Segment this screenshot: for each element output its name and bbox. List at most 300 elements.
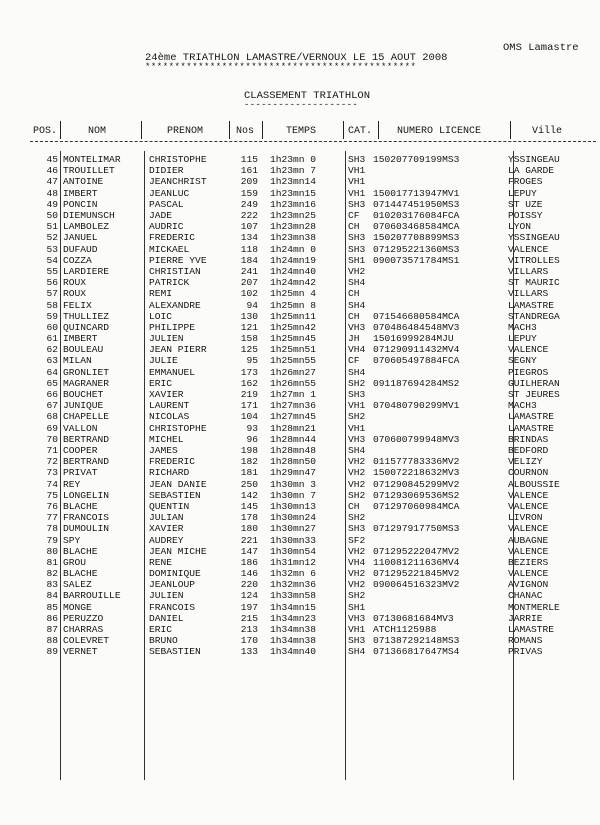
cell-nom: BARROUILLE bbox=[63, 590, 121, 602]
column-separator bbox=[229, 121, 230, 139]
organisation-name: OMS Lamastre bbox=[503, 42, 579, 54]
cell-ville: LA GARDE bbox=[508, 165, 555, 177]
cell-prenom: SEBASTIEN bbox=[149, 646, 201, 658]
cell-prenom: JEAN MICHE bbox=[149, 545, 207, 557]
cell-temps: 1h23mn 0 bbox=[270, 154, 317, 165]
table-row bbox=[0, 502, 600, 512]
cell-nos: 197 bbox=[240, 601, 258, 613]
cell-ville: LAMASTRE bbox=[508, 624, 555, 635]
cell-licence: 071290911432MV4 bbox=[373, 344, 460, 356]
cell-pos: 70 bbox=[46, 433, 58, 445]
cell-prenom: JEANCHRIST bbox=[149, 176, 207, 188]
cell-licence: 091187694284MS2 bbox=[373, 377, 460, 389]
cell-nos: 142 bbox=[240, 489, 258, 501]
cell-pos: 67 bbox=[46, 400, 58, 412]
cell-cat: SH3 bbox=[348, 389, 366, 400]
column-header-nos: Nos bbox=[236, 126, 255, 137]
table-row bbox=[0, 457, 600, 467]
cell-temps: 1h24mn 0 bbox=[270, 243, 317, 255]
table-row bbox=[0, 189, 600, 199]
cell-pos: 76 bbox=[46, 500, 58, 512]
cell-ville: BEDFORD bbox=[508, 444, 549, 456]
table-row bbox=[0, 558, 600, 568]
cell-nos: 207 bbox=[240, 277, 258, 289]
cell-temps: 1h25mn45 bbox=[270, 333, 317, 344]
cell-temps: 1h24mn42 bbox=[270, 277, 317, 289]
cell-prenom: JAMES bbox=[149, 444, 178, 456]
cell-prenom: FREDERIC bbox=[149, 232, 196, 244]
cell-nos: 250 bbox=[240, 478, 258, 490]
cell-nos: 249 bbox=[240, 198, 258, 210]
cell-prenom: JEAN PIERR bbox=[149, 344, 207, 356]
cell-nos: 124 bbox=[240, 590, 258, 602]
cell-licence: 071295221845MV2 bbox=[373, 568, 460, 579]
cell-cat: VH2 bbox=[348, 456, 366, 468]
cell-prenom: AUDRIC bbox=[149, 221, 184, 233]
cell-ville: PIEGROS bbox=[508, 366, 549, 378]
cell-pos: 75 bbox=[46, 489, 58, 501]
cell-nos: 159 bbox=[240, 187, 258, 199]
cell-nos: 213 bbox=[240, 624, 258, 635]
cell-pos: 57 bbox=[46, 288, 58, 300]
cell-nos: 133 bbox=[240, 646, 258, 658]
cell-pos: 82 bbox=[46, 568, 58, 579]
table-row bbox=[0, 625, 600, 635]
cell-prenom: SEBASTIEN bbox=[149, 489, 201, 501]
cell-prenom: XAVIER bbox=[149, 523, 184, 535]
cell-nom: SPY bbox=[63, 534, 81, 546]
cell-temps: 1h30mn27 bbox=[270, 523, 317, 535]
cell-nom: DUMOULIN bbox=[63, 523, 110, 535]
cell-cat: CH bbox=[348, 310, 360, 322]
cell-nom: MONTELIMAR bbox=[63, 154, 121, 165]
cell-nom: BOULEAU bbox=[63, 344, 104, 356]
cell-temps: 1h26mn55 bbox=[270, 377, 317, 389]
cell-nos: 241 bbox=[240, 265, 258, 277]
cell-nom: REY bbox=[63, 478, 81, 490]
cell-temps: 1h23mn14 bbox=[270, 176, 317, 188]
cell-temps: 1h25mn11 bbox=[270, 310, 317, 322]
cell-nom: CHAPELLE bbox=[63, 411, 110, 423]
column-header-cat: CAT. bbox=[348, 126, 373, 137]
cell-nom: FRANCOIS bbox=[63, 512, 110, 524]
cell-pos: 47 bbox=[46, 176, 58, 188]
cell-cat: SH3 bbox=[348, 232, 366, 244]
cell-nom: DIEMUNSCH bbox=[63, 209, 115, 221]
cell-pos: 51 bbox=[46, 221, 58, 233]
table-row bbox=[0, 513, 600, 523]
table-row bbox=[0, 222, 600, 232]
cell-nom: BLACHE bbox=[63, 545, 98, 557]
cell-nos: 158 bbox=[240, 333, 258, 344]
cell-cat: CF bbox=[348, 209, 360, 221]
cell-temps: 1h25mn42 bbox=[270, 321, 317, 333]
table-row bbox=[0, 591, 600, 601]
cell-ville: PRIVAS bbox=[508, 646, 543, 658]
cell-pos: 56 bbox=[46, 277, 58, 289]
cell-cat: VH1 bbox=[348, 422, 366, 434]
table-row bbox=[0, 245, 600, 255]
cell-temps: 1h25mn 8 bbox=[270, 299, 317, 311]
cell-nom: ROUX bbox=[63, 277, 87, 289]
cell-ville: JARRIE bbox=[508, 612, 543, 624]
cell-pos: 60 bbox=[46, 321, 58, 333]
cell-licence: 150072218632MV3 bbox=[373, 467, 460, 479]
cell-temps: 1h28mn48 bbox=[270, 444, 317, 456]
cell-ville: ST MAURIC bbox=[508, 277, 560, 289]
cell-ville: LYON bbox=[508, 221, 532, 233]
cell-nom: MILAN bbox=[63, 355, 92, 367]
cell-pos: 59 bbox=[46, 310, 58, 322]
cell-ville: MONTMERLE bbox=[508, 601, 560, 613]
cell-nos: 222 bbox=[240, 209, 258, 221]
column-separator bbox=[262, 121, 263, 139]
cell-temps: 1h23mn25 bbox=[270, 209, 317, 221]
table-row bbox=[0, 636, 600, 646]
cell-ville: MACH3 bbox=[508, 400, 537, 412]
cell-prenom: REMI bbox=[149, 288, 173, 300]
cell-nos: 171 bbox=[240, 400, 258, 412]
cell-temps: 1h27mn 1 bbox=[270, 389, 317, 400]
cell-licence: 070603468584MCA bbox=[373, 221, 460, 233]
cell-prenom: AUDREY bbox=[149, 534, 184, 546]
cell-ville: LIVRON bbox=[508, 512, 543, 524]
cell-licence: 070600799948MV3 bbox=[373, 433, 460, 445]
table-row bbox=[0, 536, 600, 546]
table-row bbox=[0, 446, 600, 456]
cell-ville: VALENCE bbox=[508, 545, 549, 557]
table-row bbox=[0, 289, 600, 299]
cell-ville: BEZIERS bbox=[508, 556, 549, 568]
cell-ville: FROGES bbox=[508, 176, 543, 188]
cell-pos: 78 bbox=[46, 523, 58, 535]
cell-pos: 52 bbox=[46, 232, 58, 244]
cell-cat: VH1 bbox=[348, 400, 366, 412]
cell-licence: 071447451950MS3 bbox=[373, 198, 460, 210]
cell-ville: VALENCE bbox=[508, 568, 549, 579]
column-header-ville: Ville bbox=[532, 126, 563, 137]
cell-temps: 1h34mn40 bbox=[270, 646, 317, 658]
cell-licence: 150207708899MS3 bbox=[373, 232, 460, 244]
table-row bbox=[0, 200, 600, 210]
cell-pos: 58 bbox=[46, 299, 58, 311]
cell-nos: 221 bbox=[240, 534, 258, 546]
cell-ville: BRINDAS bbox=[508, 433, 549, 445]
cell-prenom: CHRISTIAN bbox=[149, 265, 201, 277]
cell-nom: LAMBOLEZ bbox=[63, 221, 110, 233]
cell-nos: 173 bbox=[240, 366, 258, 378]
cell-cat: VH4 bbox=[348, 344, 366, 356]
table-row bbox=[0, 368, 600, 378]
table-row bbox=[0, 424, 600, 434]
cell-nos: 209 bbox=[240, 176, 258, 188]
column-separator bbox=[510, 121, 511, 139]
cell-temps: 1h32mn36 bbox=[270, 579, 317, 591]
cell-nos: 115 bbox=[240, 154, 258, 165]
cell-cat: VH1 bbox=[348, 165, 366, 177]
cell-nom: ANTOINE bbox=[63, 176, 104, 188]
cell-nom: BOUCHET bbox=[63, 389, 104, 400]
cell-ville: LEPUY bbox=[508, 187, 537, 199]
cell-temps: 1h30mn 3 bbox=[270, 478, 317, 490]
cell-ville: AVIGNON bbox=[508, 579, 549, 591]
cell-prenom: DOMINIQUE bbox=[149, 568, 201, 579]
cell-nom: QUINCARD bbox=[63, 321, 110, 333]
cell-licence: 010203176084FCA bbox=[373, 209, 460, 221]
cell-prenom: PHILIPPE bbox=[149, 321, 196, 333]
cell-nom: LONGELIN bbox=[63, 489, 110, 501]
cell-ville: ST JEURES bbox=[508, 389, 560, 400]
cell-nos: 93 bbox=[246, 422, 258, 434]
cell-ville: STANDREGA bbox=[508, 310, 560, 322]
cell-cat: SH2 bbox=[348, 489, 366, 501]
cell-nom: BERTRAND bbox=[63, 433, 110, 445]
cell-ville: YSSINGEAU bbox=[508, 154, 560, 165]
cell-prenom: BRUNO bbox=[149, 635, 178, 647]
cell-prenom: ALEXANDRE bbox=[149, 299, 201, 311]
column-header-nom: NOM bbox=[88, 126, 107, 137]
cell-nom: JUNIQUE bbox=[63, 400, 104, 412]
cell-temps: 1h23mn16 bbox=[270, 198, 317, 210]
cell-nos: 184 bbox=[240, 254, 258, 266]
table-row bbox=[0, 267, 600, 277]
cell-pos: 63 bbox=[46, 355, 58, 367]
cell-temps: 1h34mn15 bbox=[270, 601, 317, 613]
cell-nos: 147 bbox=[240, 545, 258, 557]
cell-ville: ROMANS bbox=[508, 635, 543, 647]
cell-ville: LEPUY bbox=[508, 333, 537, 344]
cell-cat: SH3 bbox=[348, 635, 366, 647]
cell-nos: 162 bbox=[240, 377, 258, 389]
cell-temps: 1h24mn19 bbox=[270, 254, 317, 266]
cell-nos: 161 bbox=[240, 165, 258, 177]
cell-temps: 1h23mn38 bbox=[270, 232, 317, 244]
cell-pos: 45 bbox=[46, 154, 58, 165]
cell-prenom: JULIEN bbox=[149, 590, 184, 602]
cell-nos: 215 bbox=[240, 612, 258, 624]
cell-temps: 1h25mn 4 bbox=[270, 288, 317, 300]
table-row bbox=[0, 614, 600, 624]
cell-nom: VERNET bbox=[63, 646, 98, 658]
cell-licence: 110081211636MV4 bbox=[373, 556, 460, 568]
cell-pos: 89 bbox=[46, 646, 58, 658]
cell-prenom: PATRICK bbox=[149, 277, 190, 289]
cell-temps: 1h32mn 6 bbox=[270, 568, 317, 579]
table-row bbox=[0, 166, 600, 176]
table-row bbox=[0, 177, 600, 187]
cell-temps: 1h30mn33 bbox=[270, 534, 317, 546]
cell-ville: SEGNY bbox=[508, 355, 537, 367]
cell-licence: 070480790299MV1 bbox=[373, 400, 460, 412]
cell-nom: PONCIN bbox=[63, 198, 98, 210]
cell-ville: LAMASTRE bbox=[508, 299, 555, 311]
cell-temps: 1h34mn38 bbox=[270, 635, 317, 647]
cell-nos: 102 bbox=[240, 288, 258, 300]
table-row bbox=[0, 547, 600, 557]
cell-prenom: RENE bbox=[149, 556, 173, 568]
cell-licence: 071366817647MS4 bbox=[373, 646, 460, 658]
cell-pos: 54 bbox=[46, 254, 58, 266]
cell-pos: 77 bbox=[46, 512, 58, 524]
cell-temps: 1h28mn21 bbox=[270, 422, 317, 434]
table-row bbox=[0, 379, 600, 389]
cell-temps: 1h25mn55 bbox=[270, 355, 317, 367]
cell-prenom: MICHEL bbox=[149, 433, 184, 445]
cell-cat: SH4 bbox=[348, 277, 366, 289]
cell-cat: SH3 bbox=[348, 523, 366, 535]
cell-nos: 146 bbox=[240, 568, 258, 579]
cell-nom: THULLIEZ bbox=[63, 310, 110, 322]
cell-cat: SH1 bbox=[348, 254, 366, 266]
cell-pos: 65 bbox=[46, 377, 58, 389]
cell-cat: VH3 bbox=[348, 612, 366, 624]
cell-pos: 66 bbox=[46, 389, 58, 400]
table-row bbox=[0, 312, 600, 322]
cell-licence: 011577783336MV2 bbox=[373, 456, 460, 468]
cell-nom: MAGRANER bbox=[63, 377, 110, 389]
cell-temps: 1h33mn58 bbox=[270, 590, 317, 602]
table-row bbox=[0, 256, 600, 266]
cell-pos: 72 bbox=[46, 456, 58, 468]
cell-nos: 170 bbox=[240, 635, 258, 647]
table-row bbox=[0, 233, 600, 243]
cell-prenom: QUENTIN bbox=[149, 500, 190, 512]
cell-prenom: ERIC bbox=[149, 624, 173, 635]
cell-pos: 64 bbox=[46, 366, 58, 378]
cell-pos: 87 bbox=[46, 624, 58, 635]
cell-prenom: CHRISTOPHE bbox=[149, 154, 207, 165]
cell-temps: 1h30mn13 bbox=[270, 500, 317, 512]
cell-nom: GROU bbox=[63, 556, 87, 568]
cell-nos: 121 bbox=[240, 321, 258, 333]
cell-pos: 81 bbox=[46, 556, 58, 568]
cell-cat: SH1 bbox=[348, 601, 366, 613]
cell-cat: SH4 bbox=[348, 444, 366, 456]
cell-prenom: JADE bbox=[149, 209, 173, 221]
cell-cat: VH2 bbox=[348, 467, 366, 479]
cell-temps: 1h25mn51 bbox=[270, 344, 317, 356]
cell-prenom: JEANLUC bbox=[149, 187, 190, 199]
cell-licence: 15016999284MJU bbox=[373, 333, 454, 344]
cell-cat: SH3 bbox=[348, 154, 366, 165]
cell-cat: SH4 bbox=[348, 299, 366, 311]
cell-licence: 07130681684MV3 bbox=[373, 612, 454, 624]
cell-prenom: LAURENT bbox=[149, 400, 190, 412]
cell-nom: BLACHE bbox=[63, 568, 98, 579]
cell-pos: 73 bbox=[46, 467, 58, 479]
cell-prenom: JULIEN bbox=[149, 333, 184, 344]
cell-nom: LARDIERE bbox=[63, 265, 110, 277]
table-row bbox=[0, 211, 600, 221]
cell-licence: 071290845299MV2 bbox=[373, 478, 460, 490]
cell-prenom: MICKAEL bbox=[149, 243, 190, 255]
cell-pos: 85 bbox=[46, 601, 58, 613]
column-separator bbox=[343, 121, 344, 139]
cell-pos: 83 bbox=[46, 579, 58, 591]
cell-ville: COURNON bbox=[508, 467, 549, 479]
cell-nom: FELIX bbox=[63, 299, 92, 311]
cell-cat: SH3 bbox=[348, 243, 366, 255]
cell-ville: VALENCE bbox=[508, 523, 549, 535]
cell-prenom: JULIE bbox=[149, 355, 178, 367]
table-row bbox=[0, 580, 600, 590]
cell-nos: 178 bbox=[240, 512, 258, 524]
cell-nos: 219 bbox=[240, 389, 258, 400]
table-row bbox=[0, 401, 600, 411]
header-divider bbox=[30, 141, 596, 142]
cell-temps: 1h23mn 7 bbox=[270, 165, 317, 177]
cell-prenom: NICOLAS bbox=[149, 411, 190, 423]
column-header-pos: POS. bbox=[33, 126, 58, 137]
cell-temps: 1h34mn38 bbox=[270, 624, 317, 635]
cell-nom: CHARRAS bbox=[63, 624, 104, 635]
table-row bbox=[0, 278, 600, 288]
cell-licence: ATCH1125988 bbox=[373, 624, 437, 635]
cell-licence: 090064516323MV2 bbox=[373, 579, 460, 591]
cell-nom: DUFAUD bbox=[63, 243, 98, 255]
cell-ville: MACH3 bbox=[508, 321, 537, 333]
cell-nos: 94 bbox=[246, 299, 258, 311]
cell-pos: 88 bbox=[46, 635, 58, 647]
cell-temps: 1h26mn27 bbox=[270, 366, 317, 378]
cell-nos: 180 bbox=[240, 523, 258, 535]
cell-cat: VH1 bbox=[348, 176, 366, 188]
cell-ville: CHANAC bbox=[508, 590, 543, 602]
cell-nom: IMBERT bbox=[63, 333, 98, 344]
cell-nos: 186 bbox=[240, 556, 258, 568]
column-header-prenom: PRENOM bbox=[167, 126, 204, 137]
cell-nos: 104 bbox=[240, 411, 258, 423]
cell-cat: CH bbox=[348, 288, 360, 300]
column-separator bbox=[378, 121, 379, 139]
cell-pos: 84 bbox=[46, 590, 58, 602]
table-row bbox=[0, 435, 600, 445]
cell-temps: 1h31mn12 bbox=[270, 556, 317, 568]
cell-ville: LAMASTRE bbox=[508, 411, 555, 423]
cell-nom: MONGE bbox=[63, 601, 92, 613]
cell-pos: 48 bbox=[46, 187, 58, 199]
section-title: CLASSEMENT TRIATHLON bbox=[244, 90, 371, 102]
cell-pos: 74 bbox=[46, 478, 58, 490]
cell-temps: 1h30mn 7 bbox=[270, 489, 317, 501]
cell-cat: SH3 bbox=[348, 198, 366, 210]
cell-ville: YSSINGEAU bbox=[508, 232, 560, 244]
cell-prenom: DIDIER bbox=[149, 165, 184, 177]
cell-cat: CF bbox=[348, 355, 360, 367]
cell-cat: VH3 bbox=[348, 433, 366, 445]
cell-temps: 1h23mn28 bbox=[270, 221, 317, 233]
cell-nos: 134 bbox=[240, 232, 258, 244]
cell-nos: 95 bbox=[246, 355, 258, 367]
cell-ville: VALENCE bbox=[508, 500, 549, 512]
cell-nom: BERTRAND bbox=[63, 456, 110, 468]
cell-licence: 071293069536MS2 bbox=[373, 489, 460, 501]
cell-nom: GRONLIET bbox=[63, 366, 110, 378]
table-row bbox=[0, 603, 600, 613]
cell-prenom: EMMANUEL bbox=[149, 366, 196, 378]
cell-cat: VH2 bbox=[348, 265, 366, 277]
cell-pos: 68 bbox=[46, 411, 58, 423]
cell-licence: 070486484548MV3 bbox=[373, 321, 460, 333]
cell-nos: 107 bbox=[240, 221, 258, 233]
cell-cat: VH4 bbox=[348, 556, 366, 568]
cell-pos: 53 bbox=[46, 243, 58, 255]
cell-pos: 62 bbox=[46, 344, 58, 356]
document-title: 24ème TRIATHLON LAMASTRE/VERNOUX LE 15 AOUT 2008 bbox=[145, 52, 448, 64]
cell-nos: 125 bbox=[240, 344, 258, 356]
cell-temps: 1h27mn36 bbox=[270, 400, 317, 412]
cell-licence: 071546680584MCA bbox=[373, 310, 460, 322]
